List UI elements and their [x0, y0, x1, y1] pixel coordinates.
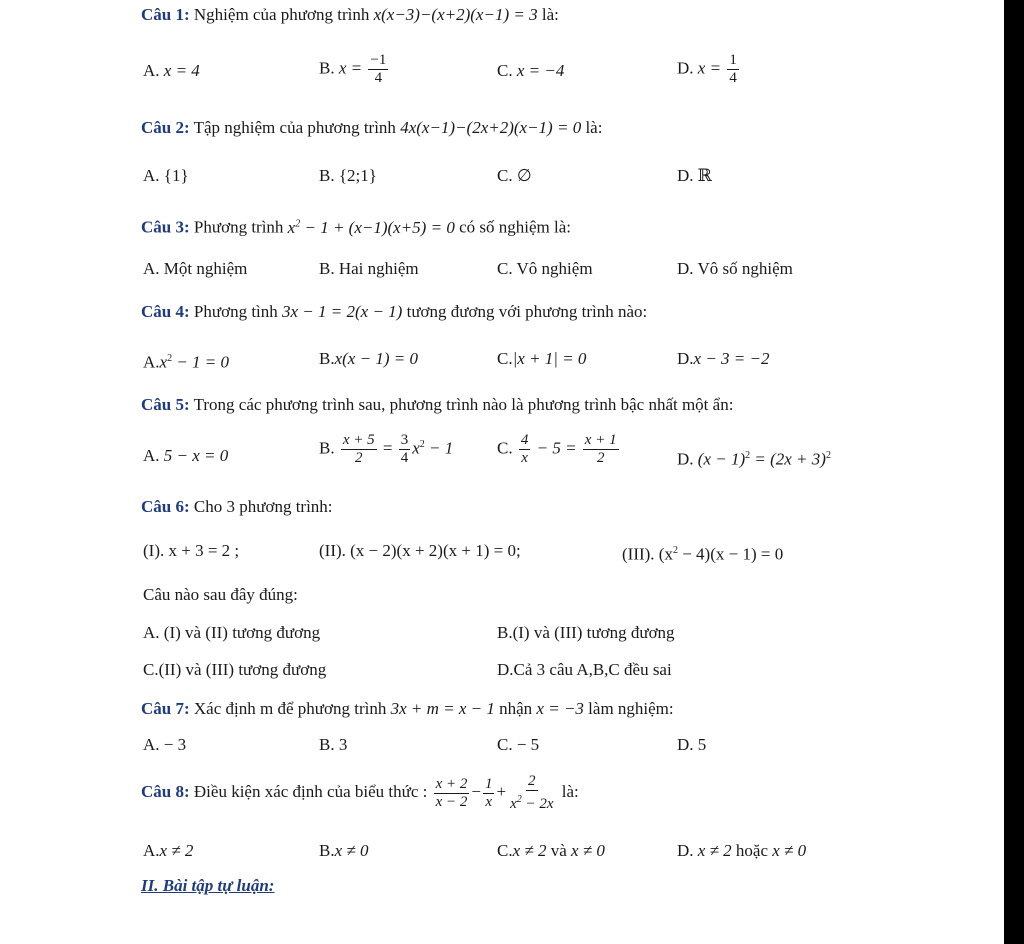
option-value: x(x − 1) = 0 [334, 349, 418, 368]
option-letter: D. [677, 449, 694, 469]
question-tail: là: [541, 5, 559, 24]
option-c [497, 840, 605, 862]
section-title: II. Bài tập tự luận: [141, 876, 275, 895]
fraction-denominator: 4 [400, 450, 409, 466]
option-b [319, 840, 368, 862]
option-d: D. 5 [677, 735, 707, 754]
fraction [583, 432, 619, 467]
option-d [677, 840, 806, 862]
option-letter: A. [143, 841, 160, 860]
fraction-numerator: x + 1 [584, 432, 617, 448]
question-text: Trong các phương trình sau, phương trình nào là phương trình bậc nhất một ẩn: [193, 395, 734, 414]
option-value-rest: = (2x + 3) [750, 449, 826, 469]
option-letter: B. [319, 58, 335, 78]
option-letter: C. [497, 438, 513, 458]
question-text: Điều kiện xác định của biểu thức : [193, 781, 428, 801]
option-letter: A. [143, 446, 160, 465]
equals-sign: = [382, 438, 393, 458]
fraction-numerator: 4 [520, 432, 529, 448]
question-label: Câu 2: [141, 118, 190, 137]
equation: 4x(x−1)−(2x+2)(x−1) = 0 [400, 118, 582, 137]
variable: x [510, 796, 517, 812]
fraction-denominator: x [485, 793, 493, 810]
fraction-numerator: x + 5 [342, 432, 375, 448]
fraction-denominator: 4 [374, 70, 383, 86]
option-value: x ≠ 2 [159, 841, 194, 860]
fraction [368, 52, 388, 87]
equation: x(x−3)−(x+2)(x−1) = 3 [373, 5, 538, 24]
question-label: Câu 8: [141, 781, 190, 801]
question-tail: tương đương với phương trình nào: [406, 302, 648, 321]
equation-base: x [287, 217, 296, 237]
equation-rest: − 4)(x − 1) = 0 [677, 544, 784, 564]
equation-2: (II). (x − 2)(x + 2)(x + 1) = 0; [319, 541, 521, 560]
question-5 [141, 394, 733, 416]
fraction-numerator: x + 2 [435, 775, 468, 792]
option-letter: D. [677, 58, 694, 78]
fraction [519, 432, 531, 467]
fraction-denominator: 4 [729, 70, 737, 86]
fraction [341, 432, 377, 467]
equation: 3x − 1 = 2(x − 1) [282, 302, 403, 321]
option-letter: C. [497, 61, 513, 80]
option-b [319, 432, 453, 467]
question-text: Cho 3 phương trình: [193, 497, 333, 516]
equation-3 [622, 540, 783, 566]
fraction-numerator: 2 [528, 773, 536, 789]
option-d [677, 165, 712, 187]
fraction [483, 776, 495, 811]
exponent: 2 [745, 450, 751, 461]
option-d [677, 348, 770, 370]
option-value-2: x ≠ 0 [772, 841, 807, 860]
option-a [143, 348, 229, 374]
option-value: x ≠ 2 [697, 841, 732, 860]
option-d: D.Cả 3 câu A,B,C đều sai [497, 660, 672, 679]
option-letter: A. [143, 166, 160, 185]
option-letter: B. [319, 841, 335, 860]
option-c: C.(II) và (III) tương đương [143, 660, 327, 679]
fraction-numerator: −1 [370, 52, 387, 68]
option-letter: C. [497, 349, 513, 368]
option-value-rest: − 1 = 0 [172, 352, 230, 372]
option-b [319, 52, 390, 87]
question-tail: làm nghiệm: [588, 699, 674, 718]
question-label: Câu 7: [141, 699, 190, 718]
option-d [677, 52, 741, 87]
question-text: Tập nghiệm của phương trình [193, 118, 396, 137]
option-value: x = [338, 58, 363, 78]
option-b: B.(I) và (III) tương đương [497, 623, 675, 642]
option-b [319, 165, 377, 187]
option-letter: C. [497, 841, 513, 860]
question-1 [141, 4, 559, 26]
option-c: C. − 5 [497, 735, 540, 754]
question-tail: là: [561, 781, 579, 801]
operator: + [496, 781, 507, 801]
equation-1: (I). x + 3 = 2 ; [143, 541, 240, 560]
fraction-denominator [508, 791, 555, 813]
question-text: Phương tình [193, 302, 278, 321]
fraction [508, 773, 555, 813]
option-value-rest: − 1 [424, 438, 454, 458]
option-c [497, 348, 586, 370]
option-letter: B. [319, 349, 335, 368]
question-4 [141, 301, 647, 323]
fraction-denominator: 2 [354, 450, 363, 466]
option-value: {2;1} [338, 166, 377, 185]
option-value: {1} [163, 166, 189, 185]
fraction [399, 432, 411, 467]
conjunction: hoặc [735, 841, 769, 860]
equation-rest: − 1 + (x−1)(x+5) = 0 [300, 217, 455, 237]
question-label: Câu 4: [141, 302, 190, 321]
fraction [727, 52, 739, 87]
denominator-rest: − 2x [521, 796, 554, 812]
option-value: x ≠ 0 [334, 841, 369, 860]
option-a [143, 165, 189, 187]
question-text: Nghiệm của phương trình [193, 5, 370, 24]
question-8 [141, 773, 579, 813]
option-value-mid: − 5 = [536, 438, 577, 458]
option-letter: B. [319, 438, 335, 458]
option-letter: A. [143, 61, 160, 80]
question-label: Câu 6: [141, 497, 190, 516]
option-a: A. Một nghiệm [143, 259, 248, 278]
option-d [677, 445, 831, 471]
exponent: 2 [419, 438, 425, 450]
option-value-2: x ≠ 0 [571, 841, 605, 860]
question-text: Xác định m để phương trình [193, 699, 387, 718]
question-label: Câu 1: [141, 5, 190, 24]
fraction-numerator: 3 [400, 432, 409, 448]
option-d: D. Vô số nghiệm [677, 259, 793, 278]
exponent: 2 [672, 545, 678, 556]
option-letter: D. [677, 166, 694, 185]
question-7 [141, 698, 674, 720]
option-letter: B. [319, 166, 335, 185]
fraction-denominator: 2 [596, 450, 605, 466]
exponent: 2 [167, 353, 173, 364]
option-letter: D. [677, 841, 694, 860]
window-edge [1004, 0, 1024, 944]
question-mid: nhận [499, 699, 533, 718]
option-value: x [159, 352, 168, 372]
question-tail: có số nghiệm là: [459, 217, 571, 237]
option-c [497, 60, 564, 82]
question-3 [141, 213, 571, 239]
option-letter: A. [143, 352, 160, 372]
option-c: C. Vô nghiệm [497, 259, 593, 278]
fraction-denominator: x − 2 [435, 793, 468, 810]
option-b: B. 3 [319, 735, 348, 754]
option-a [143, 60, 200, 82]
fraction-denominator: x [521, 450, 528, 466]
option-value: ∅ [516, 166, 532, 185]
option-letter: C. [497, 166, 513, 185]
option-c [497, 165, 532, 187]
exponent: 2 [295, 218, 301, 229]
variable: x [412, 438, 420, 458]
operator: − [471, 781, 481, 801]
fraction-numerator: 1 [729, 52, 737, 68]
option-value: x ≠ 2 [512, 841, 547, 860]
question-2 [141, 117, 602, 139]
option-b: B. Hai nghiệm [319, 259, 419, 278]
option-value: x − 3 = −2 [693, 349, 770, 368]
equation [288, 218, 455, 237]
option-a: A. − 3 [143, 735, 187, 754]
option-c [497, 432, 621, 467]
question-text: Phương trình [193, 217, 284, 237]
equation-base: (III). (x [622, 544, 673, 564]
option-value: (x − 1) [697, 449, 746, 469]
option-value: |x + 1| = 0 [512, 349, 587, 368]
option-a [143, 445, 228, 467]
option-value: x = [697, 58, 722, 78]
question-label: Câu 5: [141, 395, 190, 414]
equation-2: x = −3 [536, 699, 584, 718]
question-6 [141, 496, 333, 518]
equation: 3x + m = x − 1 [390, 699, 495, 718]
exponent: 2 [825, 450, 831, 461]
conjunction: và [550, 841, 567, 860]
option-b [319, 348, 418, 370]
question-tail: là: [585, 118, 603, 137]
exponent: 2 [516, 794, 522, 805]
option-value: 5 − x = 0 [163, 446, 229, 465]
option-value: x = 4 [163, 61, 200, 80]
option-value: ℝ [697, 166, 712, 185]
option-a [143, 840, 193, 862]
question-label: Câu 3: [141, 217, 190, 237]
option-a: A. (I) và (II) tương đương [143, 623, 321, 642]
option-value: x = −4 [516, 61, 565, 80]
fraction-numerator: 1 [484, 775, 493, 792]
option-letter: D. [677, 349, 694, 368]
sub-question: Câu nào sau đây đúng: [143, 585, 298, 604]
fraction [434, 776, 470, 811]
